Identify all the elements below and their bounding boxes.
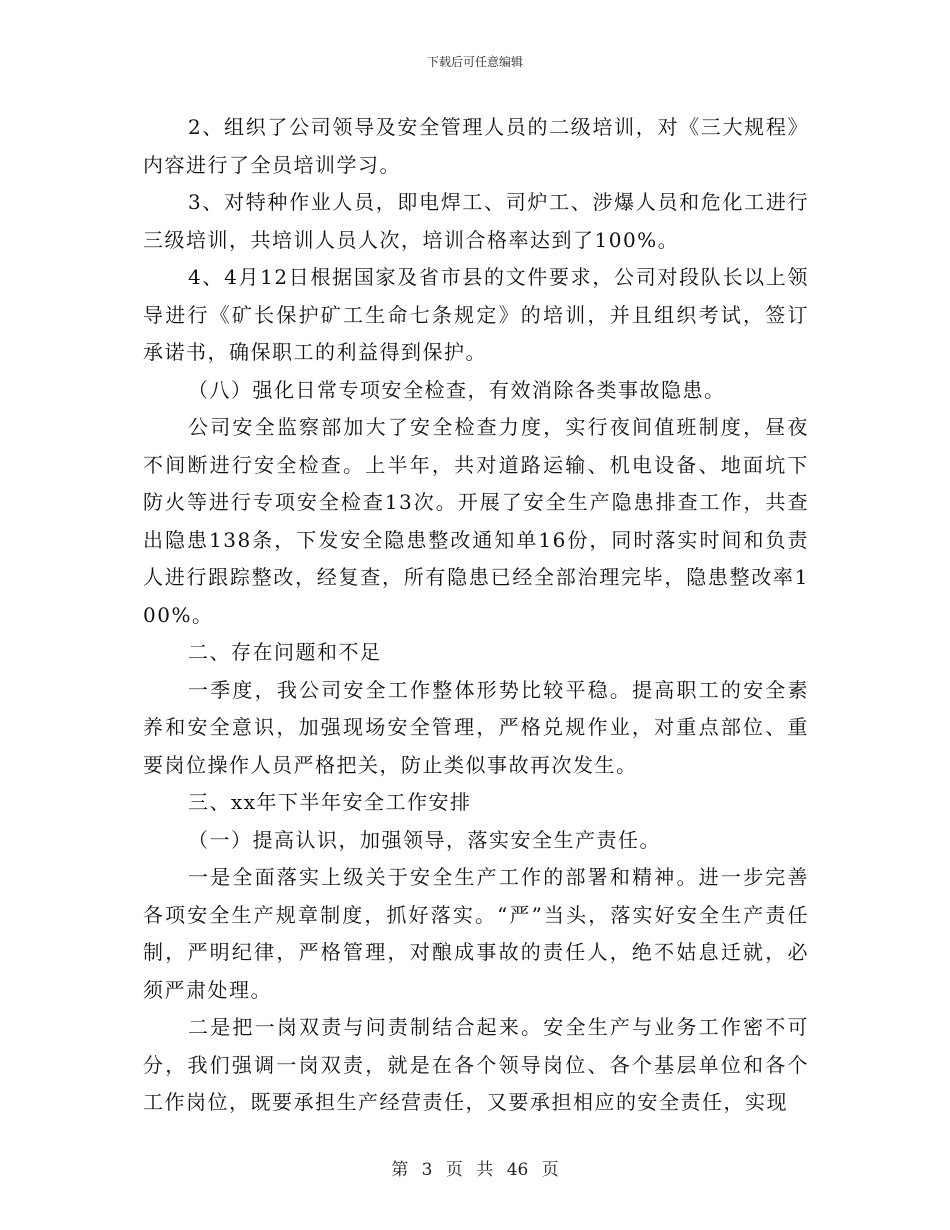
footer-total-word: 共 — [476, 1160, 494, 1180]
section-heading: 二、存在问题和不足 — [188, 640, 382, 664]
paragraph: 2、组织了公司领导及安全管理人员的二级培训，对《三大规程》内容进行了全员培训学习。 — [143, 115, 809, 177]
paragraph: 二是把一岗双责与问责制结合起来。安全生产与业务工作密不可分，我们强调一岗双责，就是在各个领导岗位、各个基层单位和各个工作岗位，既要承担生产经营责任，又要承担相应的安全责任，实现 — [143, 1015, 809, 1114]
page-footer — [0, 1155, 950, 1180]
footer-page-word: 页 — [445, 1160, 463, 1180]
paragraph: 3、对特种作业人员，即电焊工、司炉工、涉爆人员和危化工进行三级培训，共培训人员人次，培训合格率达到了100%。 — [143, 190, 809, 252]
current-page-number: 3 — [421, 1160, 433, 1180]
total-page-count: 46 — [506, 1160, 529, 1180]
section-heading: 三、xx年下半年安全工作安排 — [188, 790, 472, 814]
paragraph: 公司安全监察部加大了安全检查力度，实行夜间值班制度，昼夜不间断进行安全检查。上半年，共对道路运输、机电设备、地面坑下防火等进行专项安全检查13次。开展了安全生产隐患排查工作，共查出隐患138条，下发安全隐患整改通知单16份，同时落实时间和负责人进行跟踪整改，经复查，所有隐患已经全部治理完毕，隐患整改率100%。 — [143, 415, 809, 627]
section-heading: （八）强化日常专项安全检查，有效消除各类事故隐患。 — [188, 377, 726, 402]
footer-suffix: 页 — [541, 1160, 559, 1180]
document-body — [143, 109, 809, 1122]
paragraph: 一季度，我公司安全工作整体形势比较平稳。提高职工的安全素养和安全意识，加强现场安全管理，严格兑规作业，对重点部位、重要岗位操作人员严格把关，防止类似事故再次发生。 — [143, 677, 809, 777]
paragraph: 一是全面落实上级关于安全生产工作的部署和精神。进一步完善各项安全生产规章制度，抓好落实。“严”当头，落实好安全生产责任制，严明纪律，严格管理，对酿成事故的责任人，绝不姑息迁就，必须严肃处理。 — [143, 865, 809, 1002]
footer-prefix: 第 — [391, 1160, 409, 1180]
section-heading: （一）提高认识，加强领导，落实安全生产责任。 — [188, 827, 661, 852]
page-header — [0, 53, 950, 70]
header-note: 下载后可任意编辑 — [426, 55, 523, 69]
paragraph: 4、4月12日根据国家及省市县的文件要求，公司对段队长以上领导进行《矿长保护矿工生命七条规定》的培训，并且组织考试，签订承诺书，确保职工的利益得到保护。 — [143, 265, 809, 364]
